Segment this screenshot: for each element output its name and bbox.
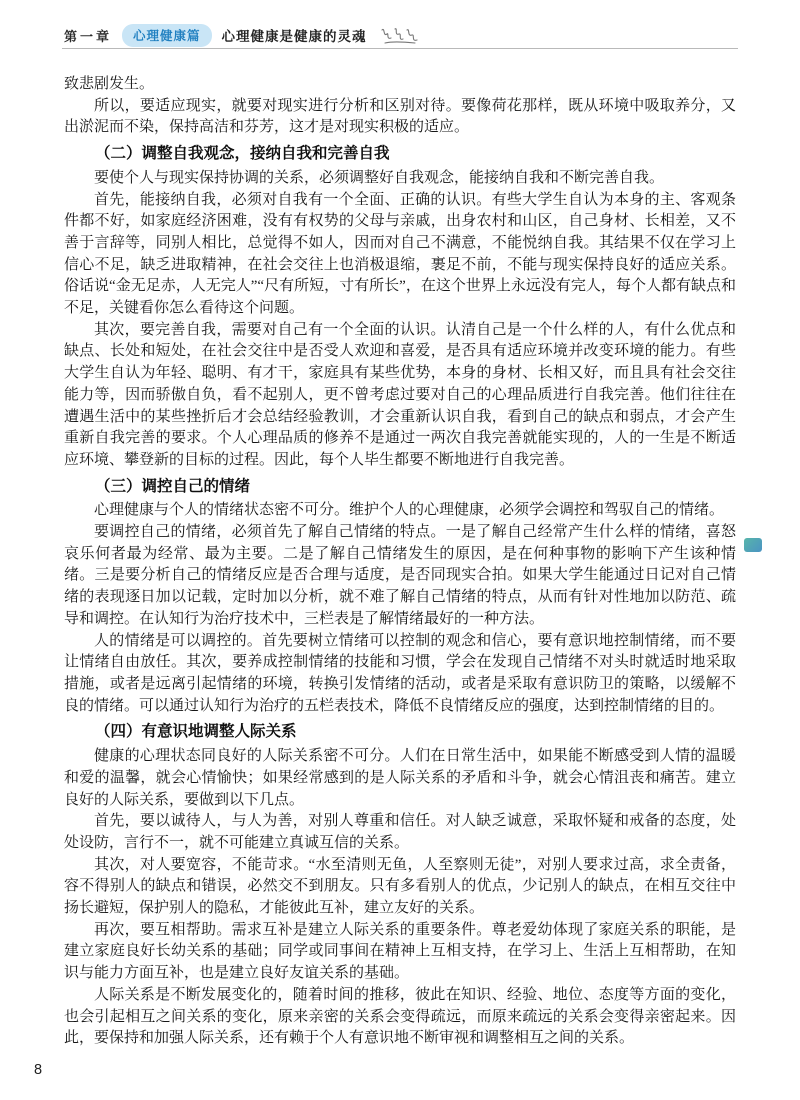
paragraph: 所以，要适应现实，就要对现实进行分析和区别对待。要像荷花那样，既从环境中吸取养分，又出淤泥而不染，保持高洁和芬芳，这才是对现实积极的适应。 (64, 97, 736, 136)
chapter-title: 心理健康是健康的灵魂 (221, 29, 367, 44)
paragraph: 健康的心理状态同良好的人际关系密不可分。人们在日常生活中，如果能不断感受到人情的温暖和爱的温馨，就会心情愉快；如果经常感到的是人际关系的矛盾和斗争，就会心情沮丧和痛苦。建立良好的人际关系，要做到以下几点。 (64, 748, 736, 808)
paragraph: 首先，能接纳自我，必须对自我有一个全面、正确的认识。有些大学生自认为本身的主、客观条件都不好，如家庭经济困难，没有有权势的父母与亲戚，出身农村和山区，自己身材、长相差，又不善于言辞等，同别人相比，总觉得不如人，因而对自己不满意，不能悦纳自我。其结果不仅在学习上信心不足，缺乏进取精神，在社会交往上也消极退缩，裹足不前，不能与现实保持良好的适应关系。俗话说“金无足赤，人无完人”“尺有所短，寸有所长”，在这个世界上永远没有完人，每个人都有缺点和不足，关键看你怎么看待这个问题。 (64, 191, 736, 317)
section-heading: （三）调控自己的情绪 (95, 477, 251, 495)
paragraph: 要调控自己的情绪，必须首先了解自己情绪的特点。一是了解自己经常产生什么样的情绪，喜怒哀乐何者最为经常、最为主要。二是了解自己情绪发生的原因，是在何种事物的影响下产生该种情绪。三是要分析自己的情绪反应是否合理与适度，是否同现实合拍。如果大学生能通过日记对自己情绪的表现逐日加以记载，定时加以分析，就不难了解自己情绪的特点，从而有针对性地加以防范、疏导和调控。在认知行为治疗技术中，三栏表是了解情绪最好的一种方法。 (64, 524, 736, 627)
section-heading: （四）有意识地调整人际关系 (95, 723, 297, 741)
chapter-label: 第一章 (64, 28, 113, 44)
paragraph: 人际关系是不断发展变化的，随着时间的推移，彼此在知识、经验、地位、态度等方面的变化，也会引起相互之间关系的变化，原来亲密的关系会变得疏远，而原来疏远的关系会变得亲密起来。因此，要保持和加强人际关系，还有赖于个人有意识地不断审视和调整相互之间的关系。 (64, 986, 736, 1047)
page-content (64, 74, 736, 1050)
section-badge: 心理健康篇 (122, 24, 212, 47)
paragraph: 首先，要以诚待人，与人为善，对别人尊重和信任。对人缺乏诚意，采取怀疑和戒备的态度，处处设防，言行不一，就不可能建立真诚互信的关系。 (64, 813, 736, 851)
section-heading: （二）调整自我观念，接纳自我和完善自我 (95, 145, 390, 163)
paragraph: 心理健康与个人的情绪状态密不可分。维护个人的心理健康，必须学会调控和驾驭自己的情绪。 (94, 502, 725, 519)
paragraph: 其次，对人要宽容，不能苛求。“水至清则无鱼，人至察则无徒”，对别人要求过高，求全责备，容不得别人的缺点和错误，必然交不到朋友。只有多看别人的优点，少记别人的缺点，在相互交往中扬长避短，保护别人的隐私，才能彼此互补，建立友好的关系。 (64, 856, 736, 917)
paragraph: 要使个人与现实保持协调的关系，必须调整好自我观念，能接纳自我和不断完善自我。 (94, 169, 665, 186)
paragraph: 致悲剧发生。 (64, 76, 155, 92)
paragraph: 其次，要完善自我，需要对自己有一个全面的认识。认清自己是一个什么样的人，有什么优点和缺点、长处和短处，在社会交往中是否受人欢迎和喜爱，是否具有适应环境并改变环境的能力。有些大学生自认为年轻、聪明、有才干，家庭具有某些优势，本身的身材、长相又好，而且具有社会交往能力等，因而骄傲自负，看不起别人，更不曾考虑过要对自己的心理品质进行自我完善。他们往往在遭遇生活中的某些挫折后才会总结经验教训，才会重新认识自我，看到自己的缺点和弱点，才会产生重新自我完善的要求。个人心理品质的修养不是通过一两次自我完善就能实现的，人的一生是不断适应环境、攀登新的目标的过程。因此，每个人毕生都要不断地进行自我完善。 (64, 321, 736, 468)
watermark-badge (744, 538, 762, 552)
page-header (64, 24, 736, 46)
header-divider (62, 48, 738, 49)
paragraph: 再次，要互相帮助。需求互补是建立人际关系的重要条件。尊老爱幼体现了家庭关系的职能，是建立家庭良好长幼关系的基础；同学或同事间在精神上互相支持，在学习上、生活上互相帮助，在知识与能力方面互补，也是建立良好友谊关系的基础。 (64, 921, 736, 982)
paragraph: 人的情绪是可以调控的。首先要树立情绪可以控制的观念和信心，要有意识地控制情绪，而不要让情绪自由放任。其次，要养成控制情绪的技能和习惯，学会在发现自己情绪不对头时就适时地采取措施，或者是远离引起情绪的环境，转换引发情绪的活动，或者是采取有意识防卫的策略，以缓解不良的情绪。可以通过认知行为治疗的五栏表技术，降低不良情绪反应的强度，达到控制情绪的目的。 (64, 632, 736, 714)
handwriting-mark (379, 25, 421, 45)
page-number: 8 (34, 1062, 43, 1078)
